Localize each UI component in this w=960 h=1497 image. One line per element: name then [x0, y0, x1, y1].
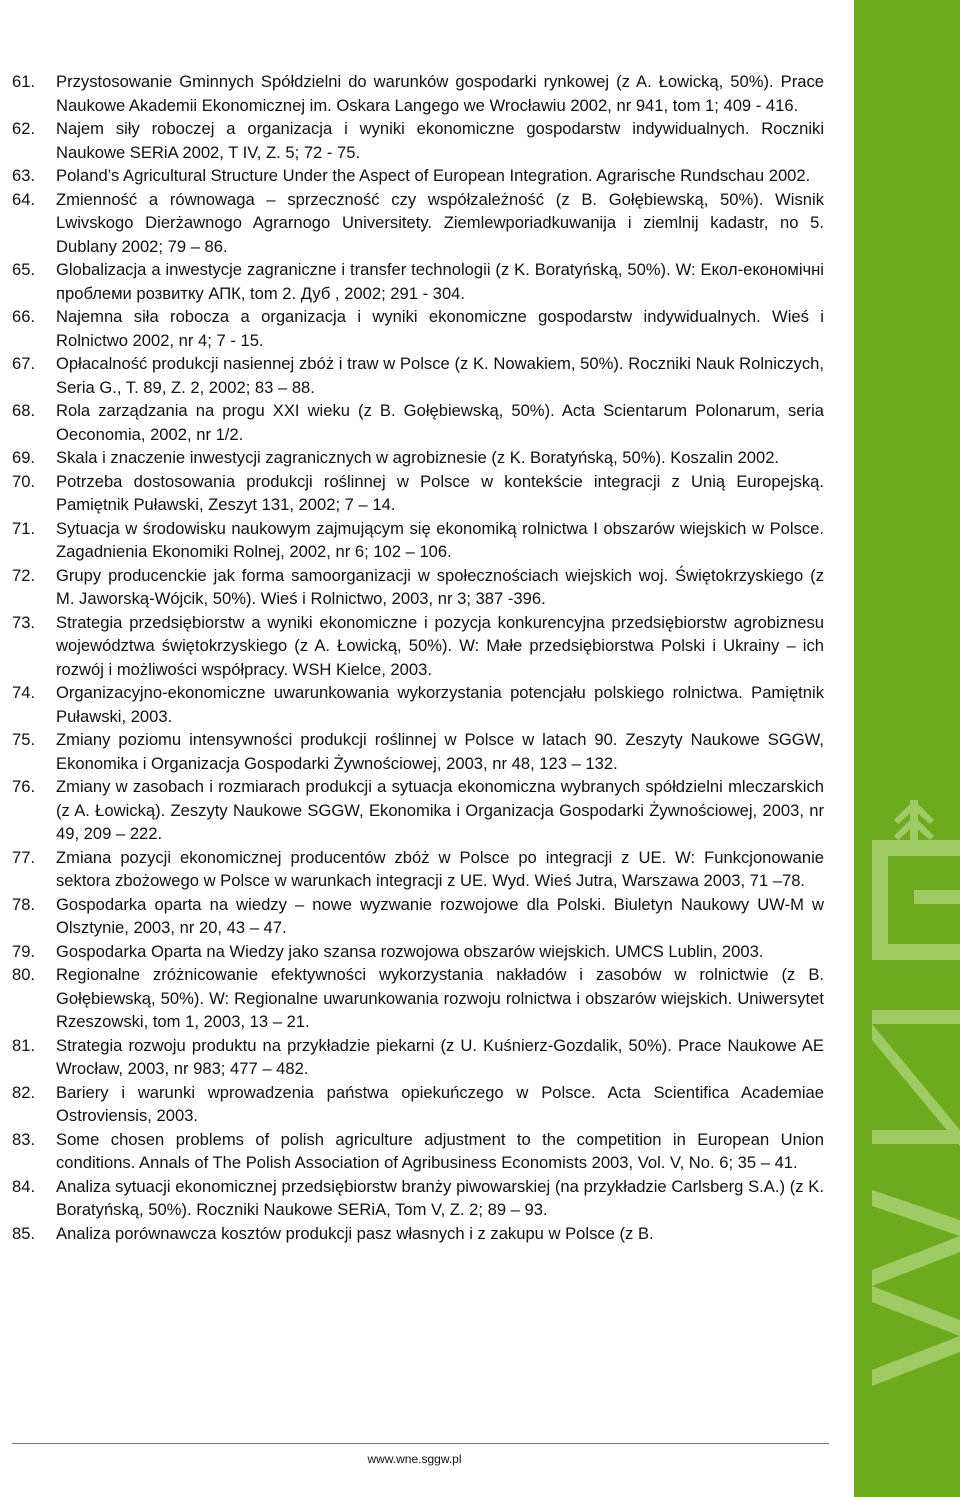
- publication-entry: [12, 893, 824, 940]
- entry-number: 72.: [12, 565, 36, 585]
- entry-number: 63.: [12, 166, 36, 185]
- entry-text: Sytuacja w środowisku naukowym zajmującym się ekonomiką rolnictwa I obszarów wiejskich w Polsce. Zagadnienia Ekonomiki Rolnej, 2002, nr 6; 102 – 106.: [56, 518, 824, 561]
- entry-text: Strategia rozwoju produktu na przykładzie piekarni (z U. Kuśnierz-Gozdalik, 50%). Prace Naukowe AE Wrocław, 2003, nr 983; 477 – 482.: [56, 1035, 824, 1078]
- publication-entry: [12, 728, 824, 775]
- publication-entry: [12, 940, 824, 964]
- publication-entry: [12, 963, 824, 1034]
- entry-number: 80.: [12, 965, 36, 984]
- publication-entry: [12, 1128, 824, 1175]
- entry-text: Przystosowanie Gminnych Spółdzielni do warunków gospodarki rynkowej (z A. Łowicką, 50%). Prace Naukowe Akademii Ekonomicznej im. Oskara Langego we Wrocławiu 2002, nr 941, tom 1; 409 - 416.: [56, 72, 824, 115]
- publication-entry: [12, 446, 824, 470]
- entry-number: 81.: [12, 1035, 36, 1055]
- entry-text: Najemna siła robocza a organizacja i wyniki ekonomiczne gospodarstw indywidualnych. Wieś i Rolnictwo 2002, nr 4; 7 - 15.: [56, 307, 824, 350]
- publication-entry: [12, 305, 824, 352]
- publication-entry: [12, 1175, 824, 1222]
- footer-divider: [12, 1443, 829, 1444]
- entry-number: 69.: [12, 448, 36, 467]
- sidebar-band: [854, 0, 960, 1497]
- entry-number: 67.: [12, 354, 36, 373]
- entry-number: 62.: [12, 119, 36, 138]
- publication-entry: [12, 611, 824, 682]
- entry-number: 61.: [12, 72, 36, 91]
- entry-number: 64.: [12, 189, 36, 209]
- entry-text: Zmiany poziomu intensywności produkcji roślinnej w Polsce w latach 90. Zeszyty Naukowe SGGW, Ekonomika i Organizacja Gospodarki Żywnościowej, 2003, nr 48, 123 – 132.: [56, 730, 824, 773]
- publication-entry: [12, 775, 824, 846]
- entry-text: Strategia przedsiębiorstw a wyniki ekonomiczne i pozycja konkurencyjna przedsiębiorstw agrobiznesu województwa świętokrzyskiego (z A. Łowicką, 50%). W: Małe przedsiębiorstwa Polski i Ukrainy – ich rozwój i możliwości współpracy. WSH Kielce, 2003.: [56, 612, 824, 679]
- entry-text: Globalizacja a inwestycje zagraniczne i transfer technologii (z K. Boratyńską, 50%). W: Екол-економічні проблеми розвитку АПК, tom 2. Дуб , 2002; 291 - 304.: [56, 260, 824, 303]
- publication-entry: [12, 564, 824, 611]
- entry-number: 83.: [12, 1129, 36, 1149]
- publication-entry: [12, 70, 824, 117]
- entry-number: 71.: [12, 518, 36, 538]
- entry-text: Grupy producenckie jak forma samoorganizacji w społecznościach wiejskich woj. Świętokrzyskiego (z M. Jaworską-Wójcik, 50%). Wieś i Rolnictwo, 2003, nr 3; 387 -396.: [56, 565, 824, 608]
- publication-entry: [12, 258, 824, 305]
- entry-number: 65.: [12, 260, 36, 279]
- entry-text: Opłacalność produkcji nasiennej zbóż i traw w Polsce (z K. Nowakiem, 50%). Roczniki Nauk Rolniczych, Seria G., T. 89, Z. 2, 2002; 83 – 88.: [56, 354, 824, 397]
- entry-number: 75.: [12, 730, 36, 749]
- entry-text: Potrzeba dostosowania produkcji roślinnej w Polsce w kontekście integracji z Unią Europejską. Pamiętnik Puławski, Zeszyt 131, 2002; 7 – 14.: [56, 471, 824, 514]
- publication-entry: [12, 164, 824, 188]
- entry-text: Zmienność a równowaga – sprzeczność czy współzależność (z B. Gołębiewską, 50%). Wisnik Lwivskogo Dierżawnogo Agrarnogo Universitety. Ziemlewporiadkuwanija i ziemlnij kadastr, no 5. Dublany 2002; 79 – 86.: [56, 189, 824, 256]
- entry-text: Skala i znaczenie inwestycji zagranicznych w agrobiznesie (z K. Boratyńską, 50%). Koszalin 2002.: [56, 448, 780, 467]
- entry-number: 74.: [12, 683, 36, 702]
- footer-url: www.wne.sggw.pl: [367, 1452, 462, 1466]
- entry-number: 85.: [12, 1223, 36, 1243]
- publication-entry: [12, 846, 824, 893]
- entry-text: Some chosen problems of polish agriculture adjustment to the competition in European Union conditions. Annals of The Polish Association of Agribusiness Economists 2003, Vol. V, No. 6; 35 – 41.: [56, 1129, 824, 1172]
- entry-text: Gospodarka Oparta na Wiedzy jako szansa rozwojowa obszarów wiejskich. UMCS Lublin, 2003.: [56, 941, 764, 961]
- publication-entry: [12, 1034, 824, 1081]
- publication-list: [12, 70, 824, 1245]
- wne-logo-icon: [854, 800, 960, 1497]
- entry-text: Gospodarka oparta na wiedzy – nowe wyzwanie rozwojowe dla Polski. Biuletyn Naukowy UW-M w Olsztynie, 2003, nr 20, 43 – 47.: [56, 894, 824, 937]
- entry-number: 68.: [12, 401, 36, 420]
- entry-text: Regionalne zróżnicowanie efektywności wykorzystania nakładów i zasobów w rolnictwie (z B. Gołębiewską, 50%). W: Regionalne uwarunkowania rozwoju rolnictwa i obszarów wiejskich. Uniwersytet Rzeszowski, tom 1, 2003, 13 – 21.: [56, 965, 824, 1031]
- entry-text: Poland’s Agricultural Structure Under the Aspect of European Integration. Agrarische Rundschau 2002.: [56, 166, 811, 185]
- entry-number: 70.: [12, 471, 36, 491]
- entry-text: Analiza sytuacji ekonomicznej przedsiębiorstw branży piwowarskiej (na przykładzie Carlsberg S.A.) (z K. Boratyńską, 50%). Roczniki Naukowe SERiA, Tom V, Z. 2; 89 – 93.: [56, 1176, 824, 1219]
- entry-text: Analiza porównawcza kosztów produkcji pasz własnych i z zakupu w Polsce (z B.: [56, 1223, 654, 1243]
- entry-text: Bariery i warunki wprowadzenia państwa opiekuńczego w Polsce. Acta Scientifica Academiae Ostroviensis, 2003.: [56, 1082, 824, 1125]
- publication-entry: [12, 188, 824, 259]
- publication-entry: [12, 352, 824, 399]
- publication-entry: [12, 117, 824, 164]
- publication-entry: [12, 1222, 824, 1246]
- publication-entry: [12, 399, 824, 446]
- entry-text: Najem siły roboczej a organizacja i wyniki ekonomiczne gospodarstw indywidualnych. Roczniki Naukowe SERiA 2002, T IV, Z. 5; 72 - 75.: [56, 119, 824, 162]
- publication-entry: [12, 1081, 824, 1128]
- entry-number: 76.: [12, 777, 36, 796]
- entry-number: 82.: [12, 1082, 36, 1102]
- entry-text: Rola zarządzania na progu XXI wieku (z B. Gołębiewską, 50%). Acta Scientarum Polonarum, seria Oeconomia, 2002, nr 1/2.: [56, 401, 824, 444]
- publication-entry: [12, 517, 824, 564]
- publication-entry: [12, 470, 824, 517]
- entry-text: Zmiany w zasobach i rozmiarach produkcji a sytuacja ekonomiczna wybranych spółdzielni mleczarskich (z A. Łowicką). Zeszyty Naukowe SGGW, Ekonomika i Organizacja Gospodarki Żywnościowej, 2003, nr 49, 209 – 222.: [56, 777, 824, 843]
- entry-number: 77.: [12, 847, 36, 867]
- entry-text: Organizacyjno-ekonomiczne uwarunkowania wykorzystania potencjału polskiego rolnictwa. Pamiętnik Puławski, 2003.: [56, 683, 824, 726]
- entry-number: 66.: [12, 307, 36, 326]
- entry-number: 84.: [12, 1176, 36, 1196]
- entry-number: 78.: [12, 894, 36, 914]
- entry-number: 79.: [12, 941, 36, 961]
- entry-number: 73.: [12, 612, 36, 632]
- entry-text: Zmiana pozycji ekonomicznej producentów zbóż w Polsce po integracji z UE. W: Funkcjonowanie sektora zbożowego w Polsce w warunkach integracji z UE. Wyd. Wieś Jutra, Warszawa 2003, 71 –78.: [56, 847, 824, 890]
- publication-entry: [12, 681, 824, 728]
